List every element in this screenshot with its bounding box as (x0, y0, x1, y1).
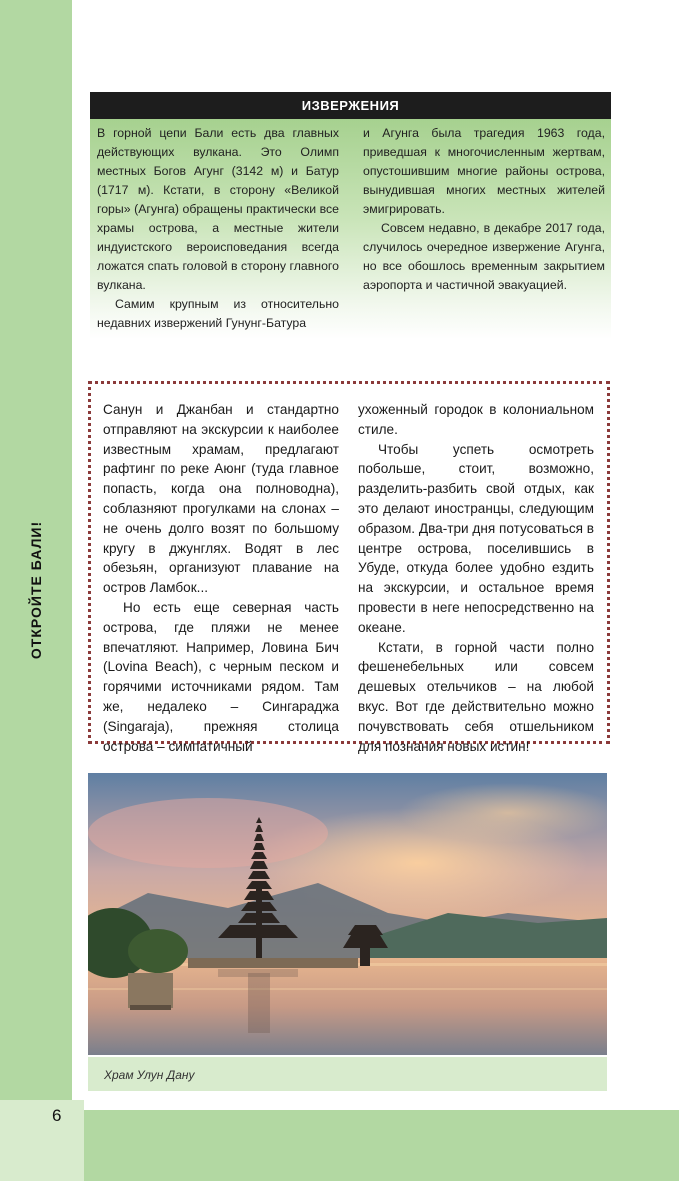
eruption-column-2 (363, 124, 605, 295)
page-number: 6 (52, 1106, 62, 1125)
paragraph: Но есть еще северная часть острова, где пляжи не менее впечатляют. Например, Ловина Бич (Lovina Beach), с черным песком и горячими источниками рядом. Там же, недалеко – Сингараджа (Singaraja), прежняя столица острова – симпатичный (103, 599, 339, 754)
paragraph: Санун и Джанбан и стандартно отправляют на экскурсии к наиболее известным храмам, предлагают рафтинг по реке Аюнг (туда главное попасть, когда она полноводна), соблазняют прогулками на слонах – не очень долго возят по большому кругу в джунглях. Водят в лес обезьян, организуют плавание на остров Ламбок... (103, 402, 339, 596)
dotted-column-1 (103, 400, 339, 756)
paragraph: и Агунга была трагедия 1963 года, приведшая к многочисленным жертвам, опустошившим многие районы острова, вынудившая многих местных жителей эмигрировать. (363, 126, 605, 216)
paragraph: ухоженный городок в колониальном стиле. (358, 402, 594, 437)
paragraph: Кстати, в горной части полно фешенебельных или совсем дешевых отельчиков – на любой вкус. Вот где действительно можно почувствовать себя отшельником для познания новых истин! (358, 639, 594, 754)
section-title-vertical: ОТКРОЙТЕ БАЛИ! (28, 520, 44, 660)
temple-photo (88, 773, 607, 1055)
footer-bar (84, 1110, 679, 1181)
dotted-column-2 (358, 400, 594, 756)
paragraph: Совсем недавно, в декабре 2017 года, случилось очередное извержение Агунга, но все обошлось временным закрытием аэропорта и частичной эвакуацией. (363, 221, 605, 292)
eruption-column-1 (97, 124, 339, 333)
paragraph: Чтобы успеть осмотреть побольше, стоит, возможно, разделить-разбить свой отдых, как это делают иностранцы, следующим образом. Два-три дня потусоваться в центре острова, поселившись в Убуде, откуда более удобно ездить на экскурсии, и остальное время провести в неге непосредственно на океане. (358, 441, 594, 635)
paragraph: В горной цепи Бали есть два главных действующих вулкана. Это Олимп местных Богов Агунг (3142 м) и Батур (1717 м). Кстати, в сторону «Великой горы» (Агунга) обращены практически все храмы острова, а местные жители индуистского вероисповедания всегда ложатся спать головой в сторону главного вулкана. (97, 126, 339, 292)
photo-caption: Храм Улун Дану (104, 1068, 195, 1082)
eruption-box-title: ИЗВЕРЖЕНИЯ (90, 92, 611, 119)
footer-page-tab (0, 1100, 84, 1181)
paragraph: Самим крупным из относительно недавних извержений Гунунг-Батура (97, 297, 339, 330)
